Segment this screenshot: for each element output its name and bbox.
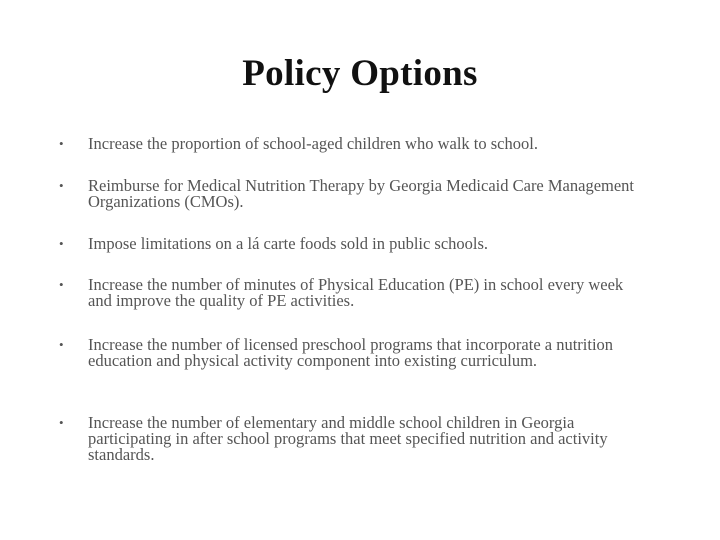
slide-title: Policy Options (242, 53, 478, 94)
bullet-icon: • (59, 277, 64, 292)
list-item-text: Increase the proportion of school-aged children who walk to school. (88, 134, 538, 153)
list-item-text: Impose limitations on a lá carte foods sold in public schools. (88, 234, 489, 253)
list-item-text: Increase the number of licensed preschool programs that incorporate a nutrition education and physical activity component into existing curriculum. (88, 335, 614, 370)
bullet-icon: • (59, 236, 64, 251)
bullet-icon: • (59, 337, 64, 352)
list-item-text: Reimburse for Medical Nutrition Therapy by Georgia Medicaid Care Management Organizations (CMOs). (88, 176, 635, 211)
list-item-text: Increase the number of minutes of Physical Education (PE) in school every week and improve the quality of PE activities. (88, 275, 624, 310)
list-item-text: Increase the number of elementary and middle school children in Georgia participating in after school programs that meet specified nutrition and activity standards. (88, 413, 608, 464)
bullet-icon: • (59, 178, 64, 193)
bullet-icon: • (59, 415, 64, 430)
bullet-icon: • (59, 136, 64, 151)
